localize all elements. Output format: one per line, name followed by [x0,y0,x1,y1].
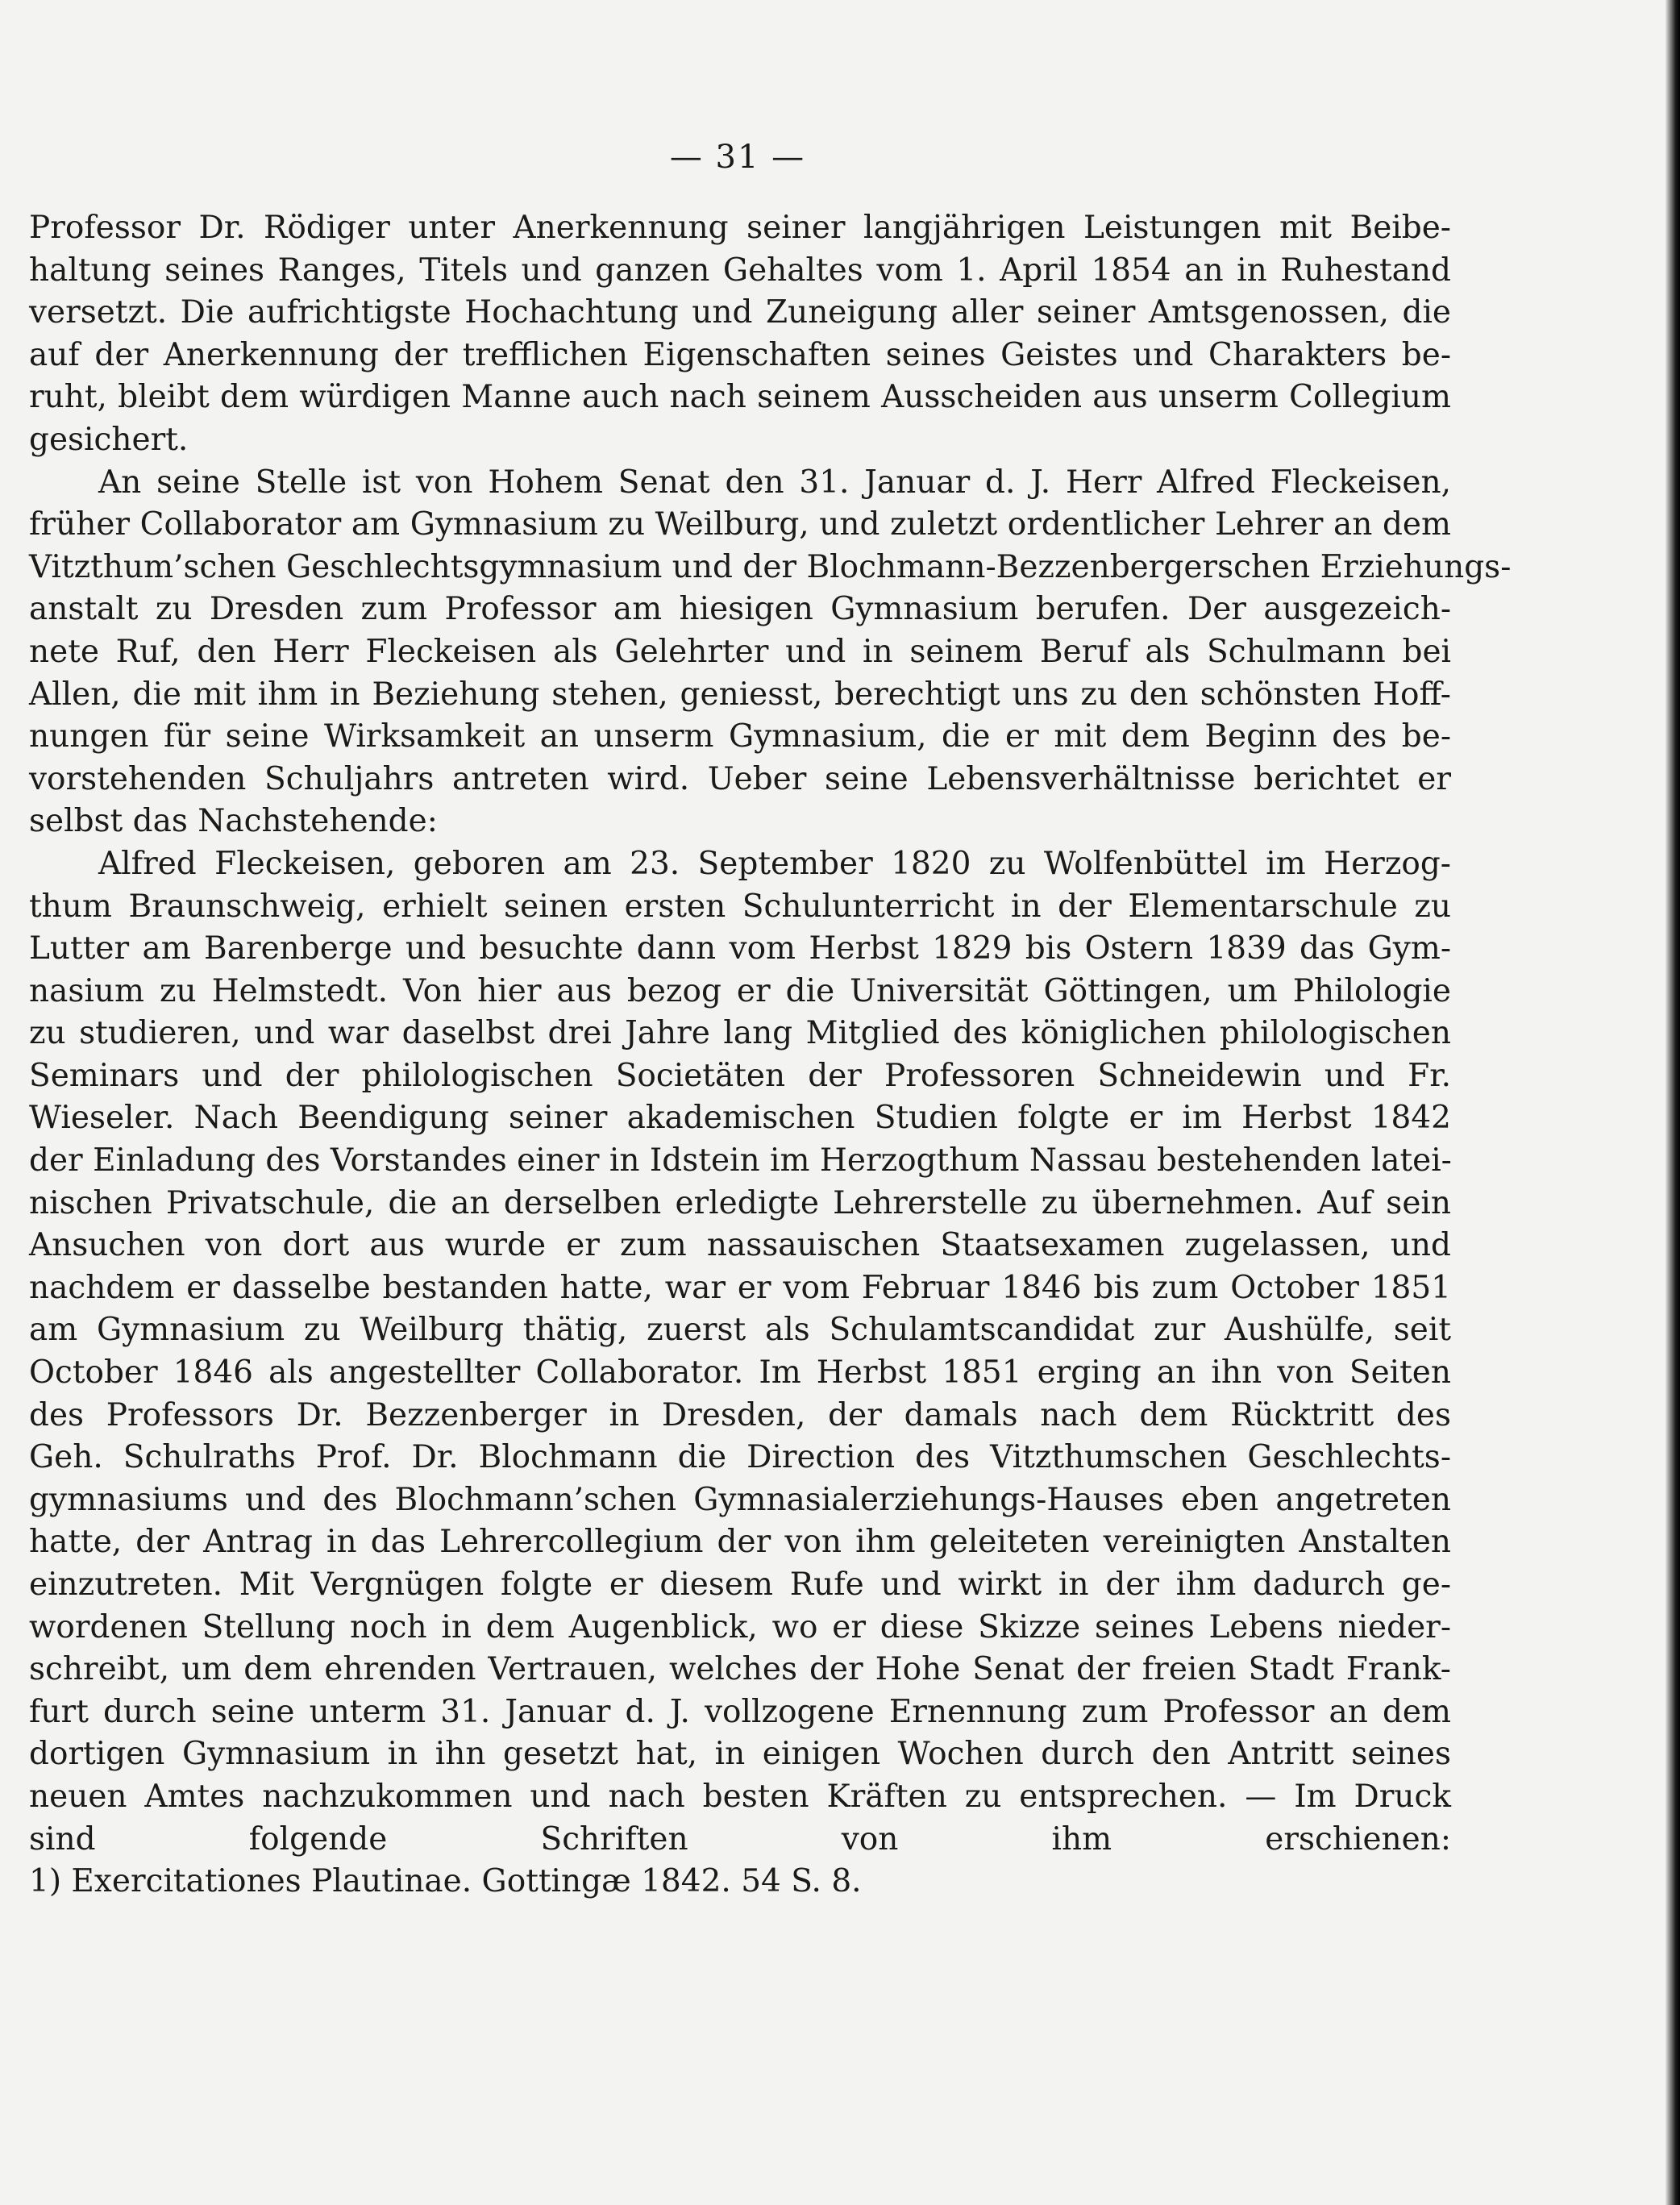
text-line: Wieseler. Nach Beendigung seiner akademischen Studien folgte er im Herbst 1842 [29,1100,1451,1137]
page-edge-shadow [1665,0,1680,2205]
text-line: Geh. Schulraths Prof. Dr. Blochmann die Direction des Vitzthumschen Geschlechts- [29,1439,1451,1476]
text-line: 1) Exercitationes Plautinae. Gottingæ 1842. 54 S. 8. [29,1863,862,1900]
text-line: furt durch seine unterm 31. Januar d. J. vollzogene Ernennung zum Professor an dem [29,1693,1451,1730]
text-line: zu studieren, und war daselbst drei Jahre lang Mitglied des königlichen philologischen [29,1015,1451,1052]
text-line: gesichert. [29,421,189,458]
bibliography-item [29,1903,1451,1946]
text-line: Seminars und der philologischen Societäten der Professoren Schneidewin und Fr. [29,1057,1451,1094]
page-number: — 31 — [669,139,806,176]
text-line: gymnasiums und des Blochmann’schen Gymnasialerziehungs-Hauses eben angetreten [29,1481,1451,1518]
text-line: anstalt zu Dresden zum Professor am hiesigen Gymnasium berufen. Der ausgezeich- [29,591,1451,628]
text-line: der Einladung des Vorstandes einer in Idstein im Herzogthum Nassau bestehenden latei- [29,1142,1452,1179]
text-line: selbst das Nachstehende: [29,803,438,840]
text-line: Vitzthum’schen Geschlechtsgymnasium und der Blochmann-Bezzenbergerschen Erziehungs- [29,548,1512,585]
text-line: Lutter am Barenberge und besuchte dann vom Herbst 1829 bis Ostern 1839 das Gym- [29,930,1451,967]
text-line: neuen Amtes nachzukommen und nach besten Kräften zu entsprechen. — Im Druck [29,1778,1451,1815]
text-line: früher Collaborator am Gymnasium zu Weilburg, und zuletzt ordentlicher Lehrer an dem [29,506,1451,543]
text-line: nischen Privatschule, die an derselben erledigte Lehrerstelle zu übernehmen. Auf sein [29,1184,1451,1221]
text-line: vorstehenden Schuljahrs antreten wird. Ueber seine Lebensverhältnisse berichtet er [29,760,1451,797]
text-line: Professor Dr. Rödiger unter Anerkennung seiner langjährigen Leistungen mit Beibe- [29,210,1451,246]
text-line: nete Ruf, den Herr Fleckeisen als Gelehrter und in seinem Beruf als Schulmann bei [29,633,1451,670]
text-line: am Gymnasium zu Weilburg thätig, zuerst als Schulamtscandidat zur Aushülfe, seit [29,1312,1451,1349]
text-line: Allen, die mit ihm in Beziehung stehen, geniesst, berechtigt uns zu den schönsten Hoff- [29,676,1451,713]
text-line: October 1846 als angestellter Collaborator. Im Herbst 1851 erging an ihn von Seiten [29,1354,1451,1392]
text-line: nasium zu Helmstedt. Von hier aus bezog er die Universität Göttingen, um Philologie [29,972,1451,1009]
text-line: versetzt. Die aufrichtigste Hochachtung und Zuneigung aller seiner Amtsgenossen, die [29,294,1451,331]
text-line: Alfred Fleckeisen, geboren am 23. September 1820 zu Wolfenbüttel im Herzog- [98,845,1451,882]
text-line: Ansuchen von dort aus wurde er zum nassauischen Staatsexamen zugelassen, und [29,1227,1451,1264]
text-line: hatte, der Antrag in das Lehrercollegium der von ihm geleiteten vereinigten Anstalten [29,1524,1451,1561]
text-line: nungen für seine Wirksamkeit an unserm Gymnasium, die er mit dem Beginn des be- [29,718,1451,755]
text-line: ruht, bleibt dem würdigen Manne auch nach seinem Ausscheiden aus unserm Collegium [29,379,1451,416]
text-line: An seine Stelle ist von Hohem Senat den 31. Januar d. J. Herr Alfred Fleckeisen, [98,464,1451,501]
text-line: dortigen Gymnasium in ihn gesetzt hat, in einigen Wochen durch den Antritt seines [29,1736,1451,1773]
text-line: wordenen Stellung noch in dem Augenblick, wo er diese Skizze seines Lebens nieder- [29,1608,1451,1645]
text-line: haltung seines Ranges, Titels und ganzen Gehaltes vom 1. April 1854 an in Ruhestand [29,252,1451,289]
text-line: sind folgende Schriften von ihm erschienen: [29,1820,1451,1858]
text-line: nachdem er dasselbe bestanden hatte, war er vom Februar 1846 bis zum October 1851 [29,1269,1451,1306]
text-line: thum Braunschweig, erhielt seinen ersten Schulunterricht in der Elementarschule zu [29,888,1451,925]
body-text [29,207,1512,1945]
text-line: schreibt, um dem ehrenden Vertrauen, welches der Hohe Senat der freien Stadt Frank- [29,1651,1451,1688]
text-line: einzutreten. Mit Vergnügen folgte er diesem Rufe und wirkt in der ihm dadurch ge- [29,1566,1451,1603]
text-line: des Professors Dr. Bezzenberger in Dresden, der damals nach dem Rücktritt des [29,1396,1451,1433]
text-line: auf der Anerkennung der trefflichen Eigenschaften seines Geistes und Charakters be- [29,336,1451,373]
